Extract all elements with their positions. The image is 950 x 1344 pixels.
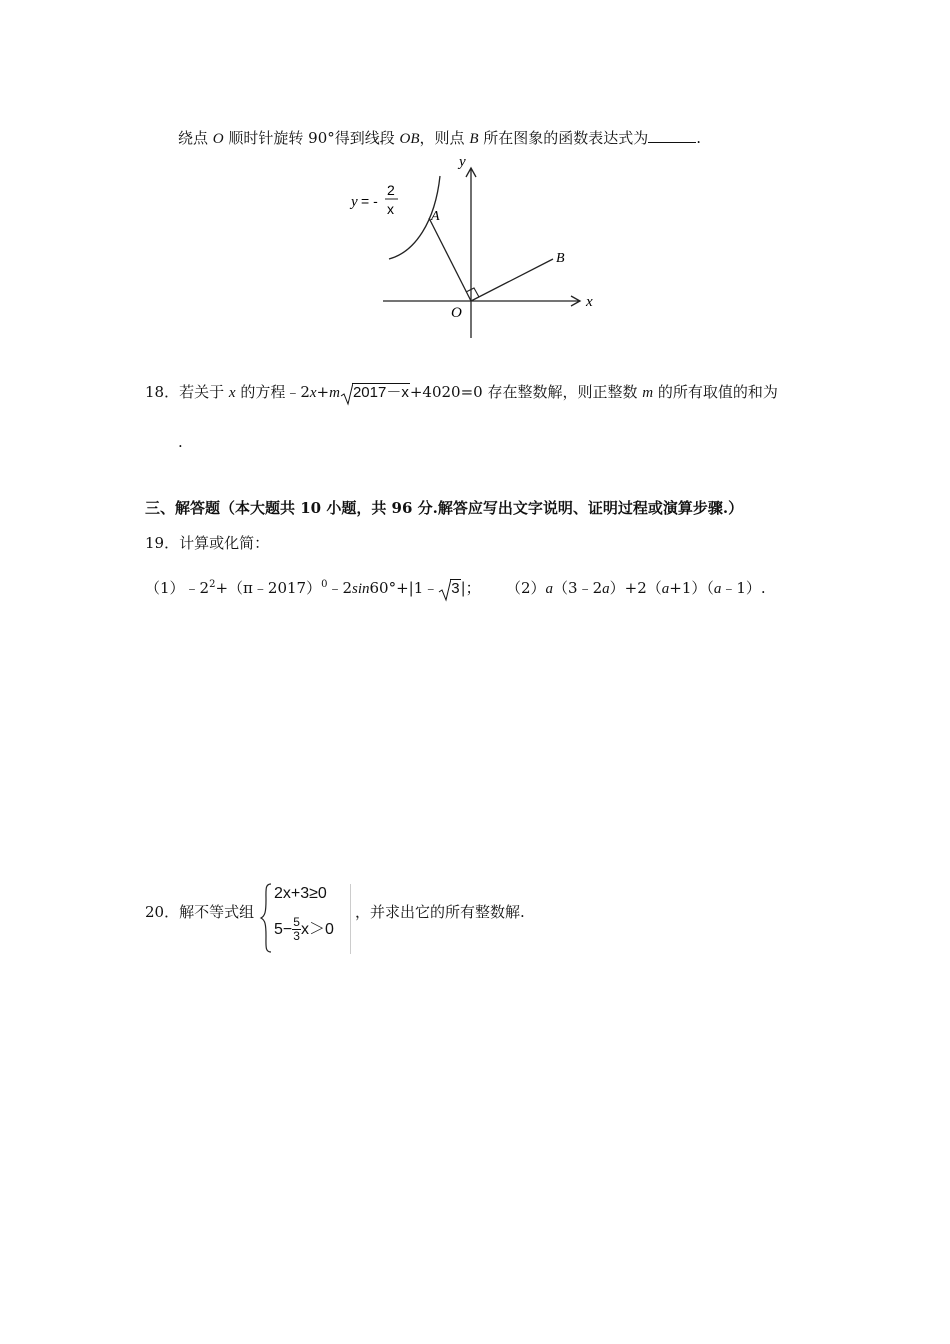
radicand: 2017－x [352, 384, 409, 401]
inequality-2-post: x＞0 [300, 921, 334, 938]
q17-text: 绕点 [178, 129, 213, 147]
var-a: a [661, 581, 670, 597]
q18-line [145, 382, 778, 403]
func-y: y [351, 194, 358, 210]
sqrt-3 [438, 579, 460, 599]
question-number: 19． [145, 534, 180, 552]
var-a: a [602, 581, 610, 597]
func-num: 2 [387, 182, 395, 198]
expr-text: +1）（ [669, 579, 714, 597]
system-right-rule [350, 884, 351, 954]
q18-text: 的所有取值的和为 [653, 383, 778, 401]
q19-part1 [145, 578, 481, 599]
coordinate-figure [345, 152, 605, 342]
q18-text: + [316, 383, 330, 401]
exponent: 0 [321, 579, 328, 590]
func-den: x [387, 201, 394, 217]
inequality-row-2 [274, 916, 334, 943]
section-heading [145, 498, 743, 518]
var-m: m [642, 385, 654, 401]
q18-text: . [178, 433, 183, 451]
q20-text: 解不等式组 [179, 903, 255, 921]
numerator: 5 [293, 915, 300, 930]
var-ob: OB [399, 131, 420, 147]
var-b: B [469, 131, 479, 147]
section-heading-text: 三、解答题（本大题共 10 小题，共 96 分.解答应写出文字说明、证明过程或演算步骤.） [145, 499, 744, 517]
expr-text: ）+2（ [609, 579, 662, 597]
expr-text: +（π﹣2017） [215, 579, 322, 597]
part-label: （2） [506, 579, 546, 597]
q18-text: 的方程﹣2 [235, 383, 310, 401]
label-a: A [431, 209, 440, 224]
answer-blank[interactable] [648, 128, 696, 143]
q18-text: 若关于 [179, 383, 229, 401]
var-x: x [309, 385, 317, 401]
q19-line [145, 533, 269, 553]
q19-text: 计算或化简： [179, 534, 270, 552]
q17-text: 顺时针旋转 90°得到线段 [223, 129, 400, 147]
q17-text: 所在图象的函数表达式为 [478, 129, 649, 147]
radical-sign-icon [438, 578, 451, 602]
expr-text: ﹣1）. [721, 579, 766, 597]
radical-sign-icon [340, 382, 353, 406]
q19-part2 [506, 578, 766, 599]
segment-oa [429, 218, 471, 301]
expr-text: |； [460, 579, 481, 597]
q18-line2 [178, 432, 183, 452]
radicand: 3 [451, 580, 460, 597]
part-label: （1）﹣2 [145, 579, 210, 597]
expr-text: 60°+|1﹣ [369, 579, 439, 597]
var-x: x [228, 385, 236, 401]
q17-text: ，则点 [419, 129, 470, 147]
q20-line-tail [355, 902, 525, 922]
sqrt-2017-x [340, 383, 410, 403]
inequality-2-pre: 5− [274, 921, 293, 938]
inequality-row-1 [274, 885, 327, 903]
var-o: O [212, 131, 224, 147]
var-a: a [545, 581, 554, 597]
q17-text: . [696, 129, 702, 147]
inequality-1: 2x+3≥0 [274, 885, 327, 902]
label-y: y [459, 154, 466, 170]
q20-line [145, 902, 254, 922]
q18-text: +4020=0 存在整数解，则正整数 [409, 383, 643, 401]
func-eq: = - [361, 193, 378, 209]
label-b: B [556, 251, 565, 266]
exponent: 2 [209, 579, 216, 590]
sin-function: sin [352, 581, 370, 597]
var-m: m [329, 385, 340, 401]
q20-text: ，并求出它的所有整数解. [355, 903, 525, 921]
q17-line [178, 128, 701, 149]
var-a: a [713, 581, 722, 597]
question-number: 20． [145, 903, 180, 921]
label-x: x [586, 294, 593, 310]
segment-ob [471, 259, 553, 301]
denominator: 3 [293, 929, 300, 944]
label-o: O [451, 305, 462, 321]
system-brace-icon [259, 882, 273, 954]
question-number: 18． [145, 383, 180, 401]
fraction-5-3 [292, 916, 301, 943]
expr-text: （3﹣2 [553, 579, 603, 597]
expr-text: ﹣2 [327, 579, 352, 597]
